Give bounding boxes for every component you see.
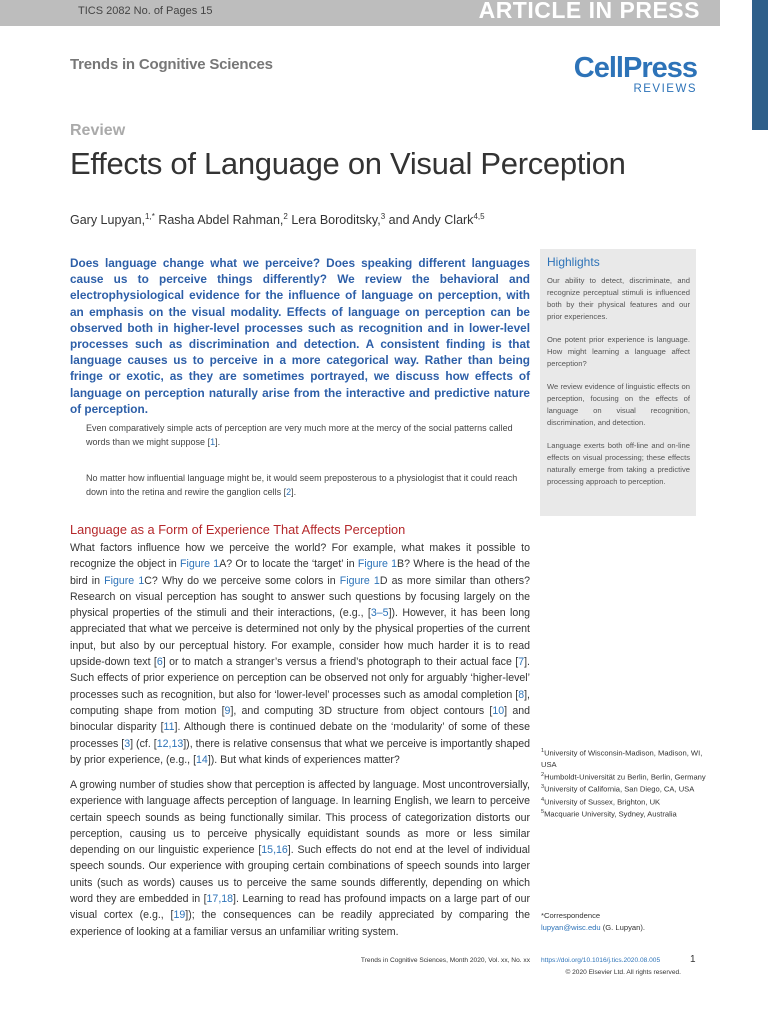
side-tab-bar <box>752 0 768 130</box>
manuscript-info: TICS 2082 No. of Pages 15 <box>78 5 213 17</box>
correspondence <box>541 910 731 933</box>
copyright: © 2020 Elsevier Ltd. All rights reserved. <box>565 969 681 976</box>
journal-citation: Trends in Cognitive Sciences, Month 2020, Vol. xx, No. xx <box>360 957 530 964</box>
epigraph-quote: Even comparatively simple acts of perception are very much more at the mercy of the social patterns called words than we might suppose [1]. <box>86 423 513 447</box>
body-paragraph: What factors influence how we perceive the world? For example, what makes it possible to recognize the object in Figure 1A? Or to locate the ‘target’ in Figure 1B? Where is the head of the bird in Figure 1C? Why do we perceive some colors in Figure 1D as more similar than others? Research on visual perception has sought to answer such questions by focusing largely on the physical properties of the stimuli and their interactions, (e.g., [3–5]). However, it has been long appreciated that what we perceive is determined not only by the physical properties of the current input, but also by our perceptual history. For example, consider how much harder it is to read upside-down text [6] or to match a stranger’s versus a friend’s photograph to their actual face [7]. Such effects of prior experience on perception can be observed not only for arguably ‘higher-level’ processes such as recognition, but also for ‘lower-level’ processes such as amodal completion [8], computing shape from motion [9], and computing 3D structure from object contours [10] and binocular disparity [11]. Although there is continued debate on the ‘modularity’ of some of these processes [3] (cf. [12,13]), there is relative consensus that what we perceive is importantly shaped by prior experience, (e.g., [14]). But what kinds of experiences matter? <box>70 542 531 766</box>
highlight-item: Language exerts both off-line and on-line effects on visual processing; these effects naturally emerge from taking a predictive processing approach to perception. <box>547 441 690 486</box>
section-heading: Language as a Form of Experience That Affects Perception <box>70 522 406 537</box>
banner-text: ARTICLE IN PRESS <box>478 0 700 23</box>
article-type: Review <box>70 122 126 139</box>
correspondence-label: *Correspondence <box>541 911 601 920</box>
author-list: Gary Lupyan,$^{1,*}$ Rasha Abdel Rahman,$^2$ Lera Boroditsky,$^3$ and Andy Clark$^{4,5}$ <box>70 212 485 228</box>
correspondence-suffix: (G. Lupyan). <box>600 922 645 932</box>
page-number: 1 <box>690 954 696 965</box>
article-title: Effects of Language on Visual Perception <box>70 146 626 181</box>
publisher-logo: CellPress <box>573 52 697 84</box>
highlight-item: We review evidence of linguistic effects on perception, focusing on the effects of language on visual recognition, discrimination, and detection. <box>547 382 690 427</box>
highlight-item: One potent prior experience is language. How might learning a language affect perception? <box>547 335 690 368</box>
highlights-title: Highlights <box>547 255 600 269</box>
doi-link[interactable]: https://doi.org/10.1016/j.tics.2020.08.005 <box>541 957 661 964</box>
publisher-logo-sub: REVIEWS <box>633 83 697 95</box>
highlight-item: Our ability to detect, discriminate, and recognize perceptual stimuli is influenced both by their physical features and our prior experiences. <box>547 276 690 321</box>
journal-name: Trends in Cognitive Sciences <box>70 56 273 73</box>
correspondence-email[interactable]: lupyan@wisc.edu <box>541 922 601 932</box>
body-paragraph: A growing number of studies show that perception is affected by language. Most uncontroversially, experience with language affects perception of language. In learning English, we learn to perceive certain speech sounds as being functionally similar. This process of categorization distorts our perception, causing us to perceive physically equidistant sounds as more or less similar depending on our linguistic experience [15,16]. Such effects do not end at the level of individual speech sounds. Our experience with grouping certain combinations of speech sounds into larger units (such as words) causes us to perceive the same sounds differently, depending on which word they are embedded in [17,18]. Learning to read has profound impacts on a large part of our visual cortex (e.g., [19]); the consequences can be readily appreciated by comparing the experience of looking at a familiar versus an unfamiliar writing system. <box>70 779 530 938</box>
abstract: Does language change what we perceive? Does speaking different languages cause us to perceive things differently? We review the behavioral and electrophysiological evidence for the influence of language on perception, with an emphasis on the visual modality. Effects of language on perception can be observed both in higher-level processes such as recognition and in lower-level processes such as discrimination and detection. A consistent finding is that language causes us to perceive in a more categorical way. Rather than being fringe or exotic, as they are sometimes portrayed, we discuss how effects of language on perception naturally arise from the interactive and predictive nature of perception. <box>70 256 530 416</box>
affiliations: $^1$University of Wisconsin-Madison, Madison, WI, USA $^2$Humboldt-Universität zu Berlin, Berlin, Germany $^3$University of California, San Diego, CA, USA $^4$University of Sussex, Brighton, UK $^5$Macquarie University, Sydney, Australia <box>541 748 706 819</box>
epigraph-quote: No matter how influential language might be, it would seem preposterous to a physiologist that it could reach down into the retina and rewire the ganglion cells [2]. <box>86 473 518 497</box>
highlights-box <box>540 249 696 516</box>
